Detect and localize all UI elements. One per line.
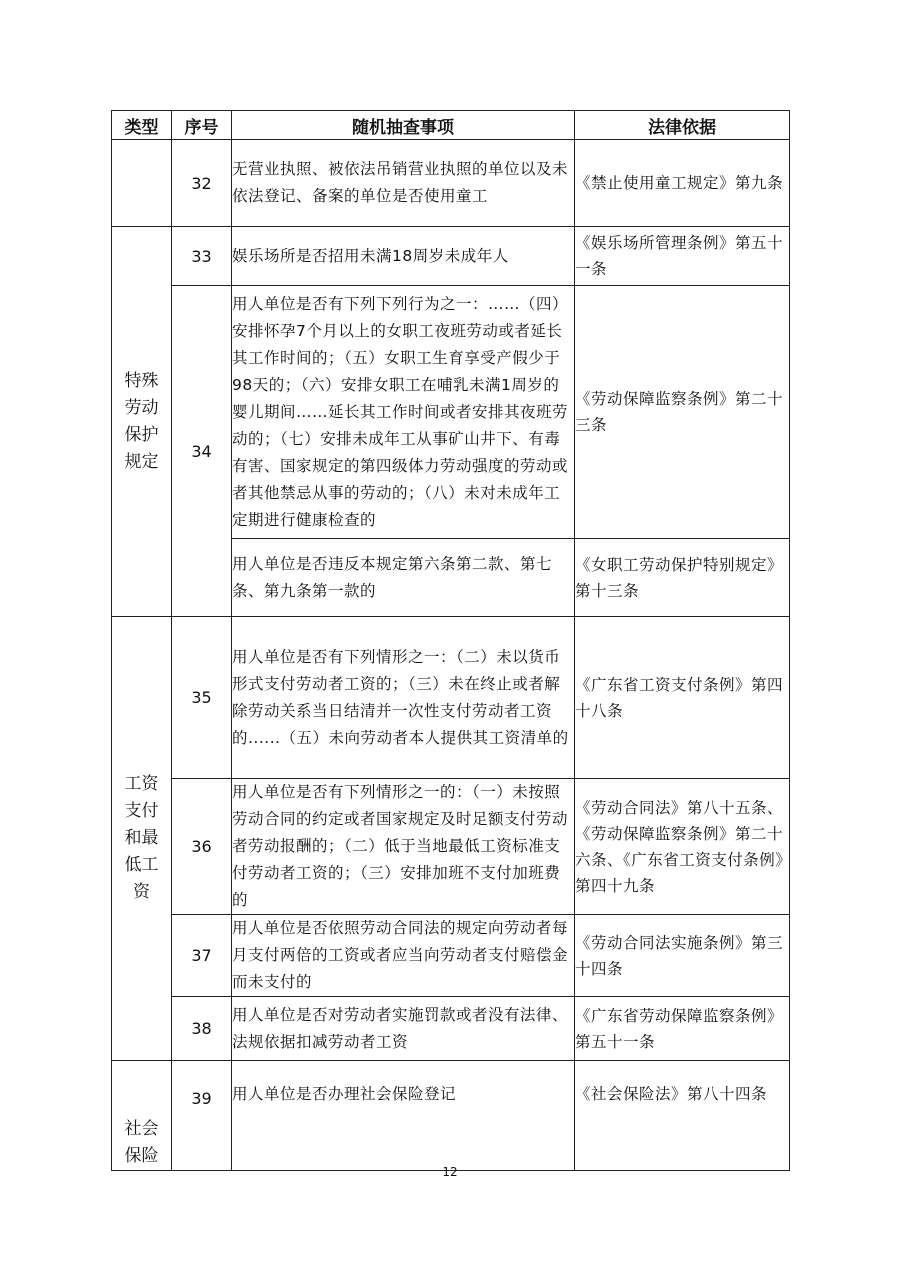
seq-cell: 38 [172,997,232,1061]
item-cell: 用人单位是否依照劳动合同法的规定向劳动者每月支付两倍的工资或者应当向劳动者支付赔偿金而未支付的 [232,915,575,997]
law-cell: 《禁止使用童工规定》第九条 [575,140,790,227]
law-cell: 《广东省工资支付条例》第四十八条 [575,617,790,779]
table-row [112,227,790,286]
type-label: 特殊劳动保护规定 [124,370,159,472]
type-cell-empty [112,140,172,227]
table-row [112,1061,790,1171]
seq-cell: 35 [172,617,232,779]
header-law: 法律依据 [575,111,790,140]
inspection-table [111,110,790,1171]
law-cell: 《劳动合同法》第八十五条、《劳动保障监察条例》第二十六条、《广东省工资支付条例》第四十九条 [575,779,790,915]
law-cell: 《劳动合同法实施条例》第三十四条 [575,915,790,997]
item-cell: 用人单位是否办理社会保险登记 [232,1061,575,1171]
item-cell: 用人单位是否对劳动者实施罚款或者没有法律、法规依据扣减劳动者工资 [232,997,575,1061]
item-cell: 娱乐场所是否招用未满18周岁未成年人 [232,227,575,286]
item-cell: 用人单位是否有下列下列行为之一：……（四）安排怀孕7个月以上的女职工夜班劳动或者延长其工作时间的；（五）女职工生育享受产假少于98天的；（六）安排女职工在哺乳未满1周岁的婴儿期间……延长其工作时间或者安排其夜班劳动的；（七）安排未成年工从事矿山井下、有毒有害、国家规定的第四级体力劳动强度的劳动或者其他禁忌从事的劳动的；（八）未对未成年工定期进行健康检查的 [232,286,575,539]
table-row [112,997,790,1061]
table-row [112,140,790,227]
seq-cell: 33 [172,227,232,286]
type-label: 社会保险 [124,1119,159,1166]
seq-cell: 32 [172,140,232,227]
seq-cell: 36 [172,779,232,915]
law-cell: 《女职工劳动保护特别规定》第十三条 [575,539,790,617]
header-type: 类型 [112,111,172,140]
law-cell: 《娱乐场所管理条例》第五十一条 [575,227,790,286]
item-cell: 用人单位是否违反本规定第六条第二款、第七条、第九条第一款的 [232,539,575,617]
seq-cell: 39 [172,1061,232,1171]
table-row [112,779,790,915]
header-item: 随机抽查事项 [232,111,575,140]
item-cell: 无营业执照、被依法吊销营业执照的单位以及未依法登记、备案的单位是否使用童工 [232,140,575,227]
seq-cell: 34 [172,286,232,617]
type-label: 工资支付和最低工资 [124,774,159,902]
type-cell-special [112,227,172,617]
type-cell-social [112,1061,172,1171]
law-cell: 《广东省劳动保障监察条例》第五十一条 [575,997,790,1061]
header-row [112,111,790,140]
type-cell-wage [112,617,172,1061]
law-cell: 《社会保险法》第八十四条 [575,1061,790,1171]
item-cell: 用人单位是否有下列情形之一的：（一）未按照劳动合同的约定或者国家规定及时足额支付劳动者劳动报酬的；（二）低于当地最低工资标准支付劳动者工资的；（三）安排加班不支付加班费的 [232,779,575,915]
table-row [112,286,790,539]
law-cell: 《劳动保障监察条例》第二十三条 [575,286,790,539]
page-number: 12 [442,1165,458,1179]
header-seq: 序号 [172,111,232,140]
table-row [112,915,790,997]
seq-cell: 37 [172,915,232,997]
table-row [112,617,790,779]
item-cell: 用人单位是否有下列情形之一：（二）未以货币形式支付劳动者工资的；（三）未在终止或者解除劳动关系当日结清并一次性支付劳动者工资的......（五）未向劳动者本人提供其工资清单的 [232,617,575,779]
